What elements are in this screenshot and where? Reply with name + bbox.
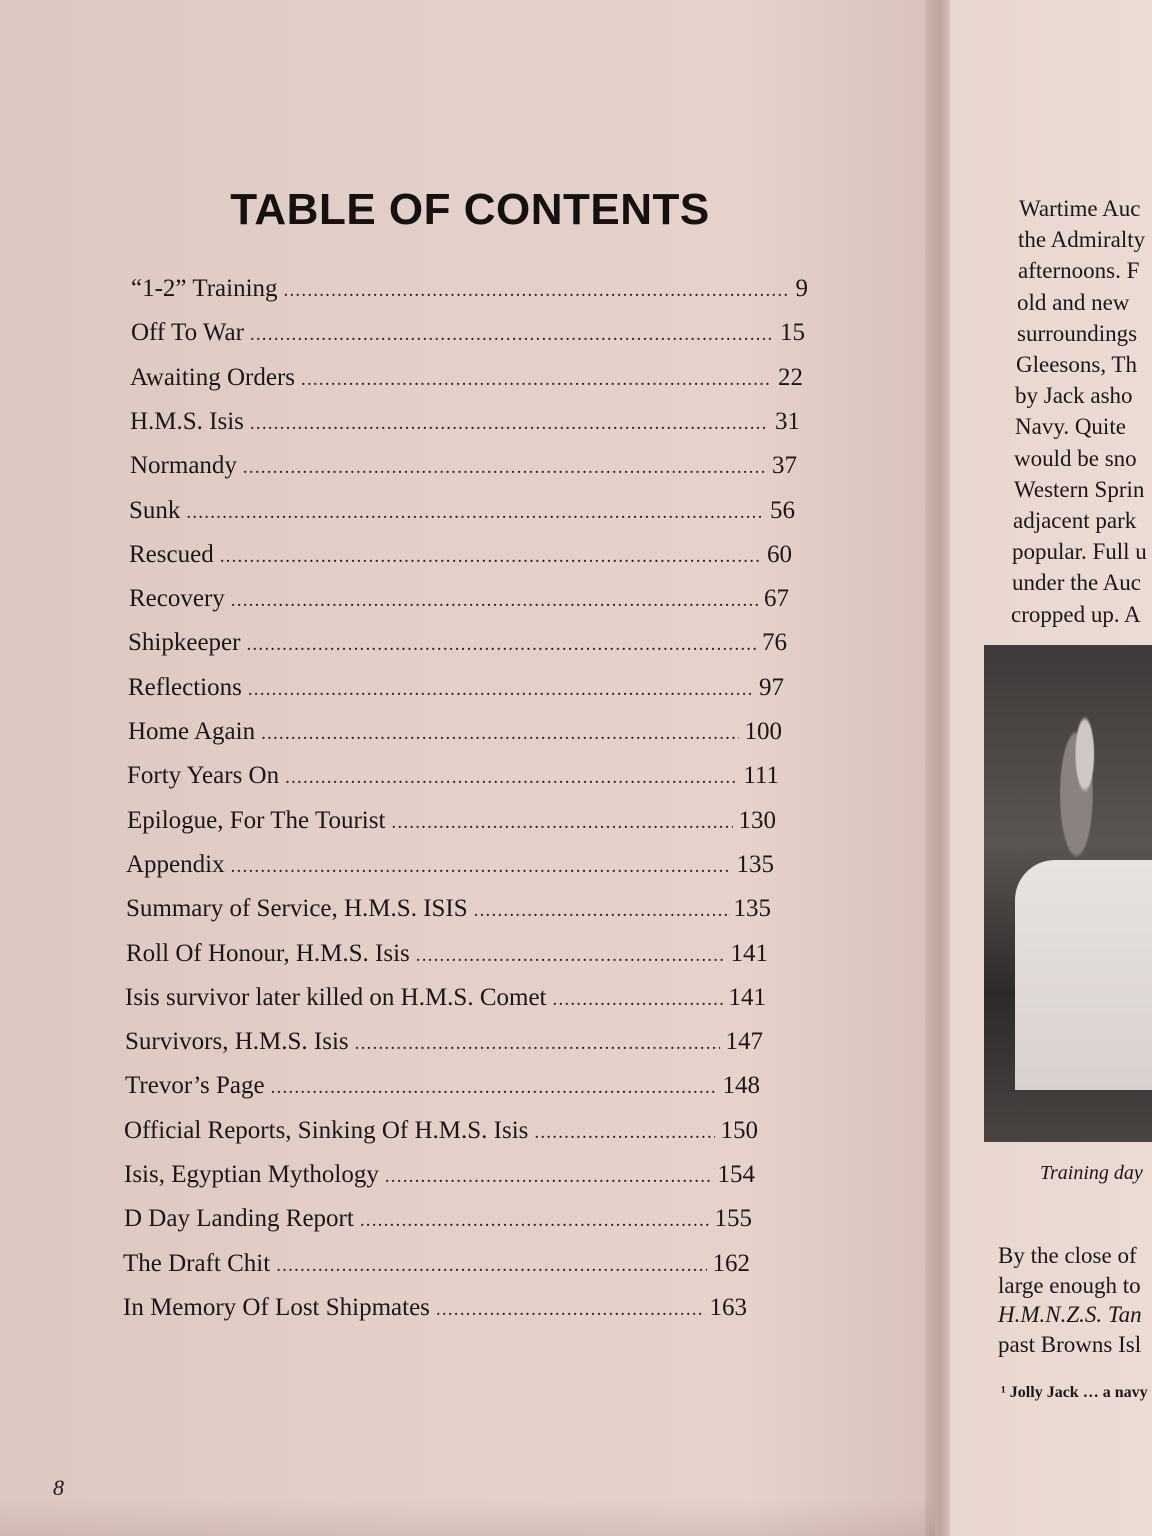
toc-dot-leader <box>553 984 723 1016</box>
toc-entry-page: 22 <box>778 364 803 391</box>
toc-entry-page: 154 <box>717 1161 755 1188</box>
toc-entry <box>128 716 782 748</box>
toc-dot-leader <box>360 1205 709 1237</box>
toc-dot-leader <box>355 1028 720 1060</box>
toc-entry-page: 155 <box>714 1205 752 1232</box>
toc-entry-title: D Day Landing Report <box>124 1205 354 1232</box>
toc-entry <box>129 495 795 527</box>
toc-entry <box>131 273 808 305</box>
toc-dot-leader <box>385 1161 712 1193</box>
right-page-line: surroundings <box>1017 321 1138 346</box>
toc-entry-page: 111 <box>743 762 779 789</box>
right-page-line: Navy. Quite <box>1015 414 1126 439</box>
toc-entry <box>130 406 800 438</box>
toc-entry <box>127 805 776 837</box>
toc-entry <box>125 982 766 1014</box>
toc-dot-leader <box>231 851 731 883</box>
toc-dot-leader <box>474 895 728 927</box>
toc-entry-page: 67 <box>764 585 789 612</box>
right-page-line: By the close of <box>998 1243 1137 1268</box>
toc-entry-title: Shipkeeper <box>128 629 241 656</box>
toc-dot-leader <box>276 1250 706 1282</box>
toc-entry-title: In Memory Of Lost Shipmates <box>123 1294 430 1321</box>
toc-entry <box>127 760 779 792</box>
toc-entry <box>129 583 789 615</box>
toc-entry-page: 31 <box>775 408 800 435</box>
toc-entry-title: Sunk <box>129 497 181 524</box>
toc-entry-page: 147 <box>725 1028 763 1055</box>
toc-entry-title: H.M.S. Isis <box>130 408 244 435</box>
toc-entry-page: 56 <box>770 497 795 524</box>
toc-entry-page: 15 <box>780 319 805 346</box>
toc-entry-page: 141 <box>730 940 768 967</box>
right-page-line: would be sno <box>1014 446 1137 471</box>
toc-entry <box>124 1115 758 1147</box>
toc-entry-title: Isis survivor later killed on H.M.S. Comet <box>125 984 547 1011</box>
toc-entry <box>129 539 792 571</box>
toc-dot-leader <box>301 364 772 396</box>
toc-entry <box>126 938 768 970</box>
toc-entry <box>130 450 797 482</box>
toc-dot-leader <box>271 1072 717 1104</box>
page-number: 8 <box>53 1475 64 1500</box>
toc-entry-page: 60 <box>767 541 792 568</box>
toc-entry-title: Isis, Egyptian Mythology <box>124 1161 379 1188</box>
right-page-line: under the Auc <box>1012 570 1142 595</box>
toc-entry <box>125 1026 763 1058</box>
toc-entry-title: The Draft Chit <box>123 1250 271 1277</box>
toc-dot-leader <box>261 718 738 750</box>
toc-entry-title: Trevor’s Page <box>125 1072 265 1099</box>
toc-entry-page: 135 <box>733 895 771 922</box>
toc-dot-leader <box>246 629 756 661</box>
toc-entry-page: 130 <box>738 807 776 834</box>
toc-entry <box>130 362 803 394</box>
toc-dot-leader <box>416 940 725 972</box>
toc-entry-page: 162 <box>712 1250 750 1277</box>
toc-entry <box>125 1070 760 1102</box>
toc-entry-page: 148 <box>722 1072 760 1099</box>
toc-dot-leader <box>186 497 764 529</box>
toc-entry-page: 141 <box>728 984 766 1011</box>
toc-entry <box>126 893 771 925</box>
toc-entry-title: Rescued <box>129 541 214 568</box>
toc-entry-title: Official Reports, Sinking Of H.M.S. Isis <box>124 1117 529 1144</box>
right-page-line: popular. Full u <box>1012 539 1147 564</box>
toc-dot-leader <box>250 408 769 440</box>
right-page-line: past Browns Isl <box>998 1332 1142 1357</box>
toc-dot-leader <box>284 275 790 307</box>
toc-entry-page: 135 <box>736 851 774 878</box>
toc-entry <box>123 1292 747 1324</box>
toc-entry-page: 150 <box>720 1117 758 1144</box>
toc-entry <box>131 317 805 349</box>
toc-dot-leader <box>250 319 774 351</box>
toc-entry <box>128 627 787 659</box>
photo-sailor-figure <box>1015 860 1152 1090</box>
toc-dot-leader <box>231 585 758 617</box>
toc-entry-page: 97 <box>759 674 784 701</box>
right-page-line: cropped up. A <box>1011 602 1141 627</box>
toc-entry-page: 37 <box>772 452 797 479</box>
toc-dot-leader <box>391 807 732 839</box>
toc-entry-title: Survivors, H.M.S. Isis <box>125 1028 349 1055</box>
right-page-line: by Jack asho <box>1015 383 1133 408</box>
toc-entry-title: Reflections <box>128 674 242 701</box>
toc-entry-title: Off To War <box>131 319 244 346</box>
toc-entry-title: Home Again <box>128 718 256 745</box>
toc-entry-page: 163 <box>709 1294 747 1321</box>
footnote: ¹ Jolly Jack … a navy <box>1001 1384 1148 1401</box>
toc-entry <box>123 1248 750 1280</box>
toc-entry-page: 9 <box>795 275 808 302</box>
toc-entry <box>128 672 784 704</box>
toc-entry-title: “1-2” Training <box>131 275 278 302</box>
toc-entry-title: Forty Years On <box>127 762 280 789</box>
toc-title: TABLE OF CONTENTS <box>230 185 710 234</box>
right-page-line: the Admiralty <box>1018 227 1146 252</box>
right-page-line: afternoons. F <box>1018 258 1140 283</box>
right-page-line: adjacent park <box>1013 508 1137 533</box>
photo-caption: Training day <box>1040 1162 1143 1184</box>
toc-entry-title: Appendix <box>126 851 225 878</box>
toc-entry-title: Awaiting Orders <box>130 364 296 391</box>
toc-entry-title: Epilogue, For The Tourist <box>127 807 386 834</box>
toc-entry-page: 100 <box>744 718 782 745</box>
toc-entry-title: Summary of Service, H.M.S. ISIS <box>126 895 468 922</box>
right-page-line: large enough to <box>998 1273 1141 1298</box>
right-page-line: H.M.N.Z.S. Tan <box>998 1302 1142 1327</box>
right-page-line: old and new <box>1017 290 1130 315</box>
right-page-line: Wartime Auc <box>1019 196 1141 221</box>
toc-dot-leader <box>243 452 766 484</box>
toc-entry-title: Normandy <box>130 452 237 479</box>
toc-dot-leader <box>285 762 737 794</box>
toc-entry-title: Recovery <box>129 585 225 612</box>
toc-entry <box>124 1159 755 1191</box>
toc-dot-leader <box>534 1117 714 1149</box>
toc-dot-leader <box>248 674 753 706</box>
toc-dot-leader <box>220 541 761 573</box>
toc-dot-leader <box>436 1294 704 1326</box>
right-page-line: Western Sprin <box>1014 477 1145 502</box>
right-page-line: Gleesons, Th <box>1016 352 1137 377</box>
toc-entry-page: 76 <box>762 629 787 656</box>
toc-entry-title: Roll Of Honour, H.M.S. Isis <box>126 940 410 967</box>
toc-entry <box>126 849 774 881</box>
toc-entry <box>124 1203 752 1235</box>
